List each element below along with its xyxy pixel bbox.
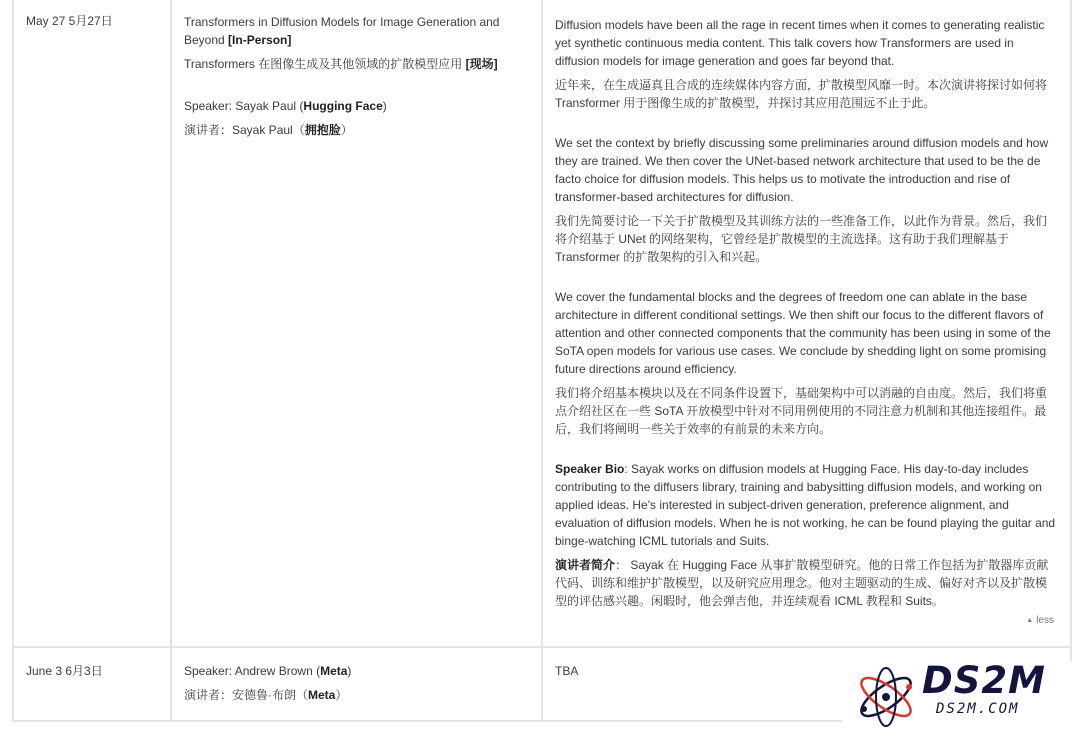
abstract-cell (543, 0, 1070, 646)
show-less-toggle[interactable]: ▲ less (1026, 615, 1054, 626)
speaker-org-en: Meta (320, 664, 348, 678)
talk-title-en: Transformers in Diffusion Models for Image Generation and Beyond [In-Person] (184, 15, 500, 47)
speaker-en: Speaker: Sayak Paul (Hugging Face) (184, 99, 387, 113)
watermark-brand: DS2M (922, 659, 1046, 702)
speaker-zh: 演讲者：Sayak Paul（拥抱脸） (184, 123, 353, 137)
speaker-bio-label-zh: 演讲者简介 (555, 558, 616, 572)
talk-title-cell (172, 0, 543, 646)
date-cell (14, 648, 172, 720)
watermark-logo (842, 661, 1072, 729)
abstract-tba: TBA (555, 664, 579, 678)
speaker-org-zh: Meta (308, 688, 336, 702)
talk-title-zh: Transformers 在图像生成及其他领域的扩散模型应用 [现场] (184, 57, 498, 71)
date-label: June 3 6月3日 (26, 664, 103, 678)
schedule-table (12, 0, 1072, 722)
abstract-paragraph-en: We set the context by briefly discussing some preliminaries around diffusion models and how they are trained. We then cover the UNet-based network architecture that used to be the de facto choice for diffusion models. This helps us to motivate the introduction and rise of transformer-based architectures for diffusion. (555, 136, 1049, 204)
schedule-row (14, 0, 1070, 648)
speaker-en: Speaker: Andrew Brown (Meta) (184, 664, 352, 678)
speaker-zh: 演讲者：安德鲁·布朗（Meta） (184, 688, 348, 702)
date-label: May 27 5月27日 (26, 14, 113, 28)
speaker-bio-zh: 演讲者简介： Sayak 在 Hugging Face 从事扩散模型研究。他的日常工作包括为扩散器库贡献代码、训练和维护扩散模型，以及研究应用理念。他对主题驱动的生成、偏好对齐以及扩散模型的评估感兴趣。闲暇时，他会弹吉他，并连续观看 ICML 教程和 Suits。 (555, 558, 1049, 608)
watermark-url: DS2M.COM (936, 701, 1020, 717)
format-tag-en: [In-Person] (228, 33, 292, 47)
format-tag-zh: [现场] (465, 57, 498, 71)
abstract-paragraph-en: Diffusion models have been all the rage in recent times when it comes to generating realistic yet synthetic continuous media content. This talk covers how Transformers are used in diffusion models for image generation and goes far beyond that. (555, 18, 1045, 68)
speaker-bio-label: Speaker Bio (555, 462, 625, 476)
abstract-paragraph-zh: 我们先简要讨论一下关于扩散模型及其训练方法的一些准备工作，以此作为背景。然后，我们将介绍基于 UNet 的网络架构，它曾经是扩散模型的主流选择。这有助于我们理解基于 Transformer 的扩散架构的引入和兴起。 (555, 214, 1048, 264)
caret-up-icon: ▲ (1026, 617, 1034, 624)
date-cell (14, 0, 172, 646)
abstract-paragraph-zh: 我们将介绍基本模块以及在不同条件设置下，基础架构中可以消融的自由度。然后，我们将重点介绍社区在一些 SoTA 开放模型中针对不同用例使用的不同注意力机制和其他连接组件。最后，我们将阐明一些关于效率的有前景的未来方向。 (555, 386, 1048, 436)
atom-logo-icon (854, 667, 918, 727)
speaker-org-zh: 拥抱脸 (304, 123, 341, 137)
talk-title-cell (172, 648, 543, 720)
abstract-paragraph-zh: 近年来，在生成逼真且合成的连续媒体内容方面，扩散模型风靡一时。本次演讲将探讨如何将 Transformer 用于图像生成的扩散模型，并探讨其应用范围远不止于此。 (555, 78, 1048, 110)
speaker-org-en: Hugging Face (303, 99, 383, 113)
speaker-bio-en: Speaker Bio: Sayak works on diffusion models at Hugging Face. His day-to-day includes contributing to the diffusers library, training and babysitting diffusion models, and working on applied ideas. He's interested in subject-driven generation, preference alignment, and evaluation of diffusion models. When he is not working, he can be found playing the guitar and binge-watching ICML tutorials and Suits. (555, 462, 1056, 548)
abstract-paragraph-en: We cover the fundamental blocks and the degrees of freedom one can ablate in the base architecture in different conditional settings. We then shift our focus to the different flavors of attention and other connected components that the community has been using in some of the SoTA open models for various use cases. We conclude by shedding light on some promising future directions around efficiency. (555, 290, 1051, 376)
